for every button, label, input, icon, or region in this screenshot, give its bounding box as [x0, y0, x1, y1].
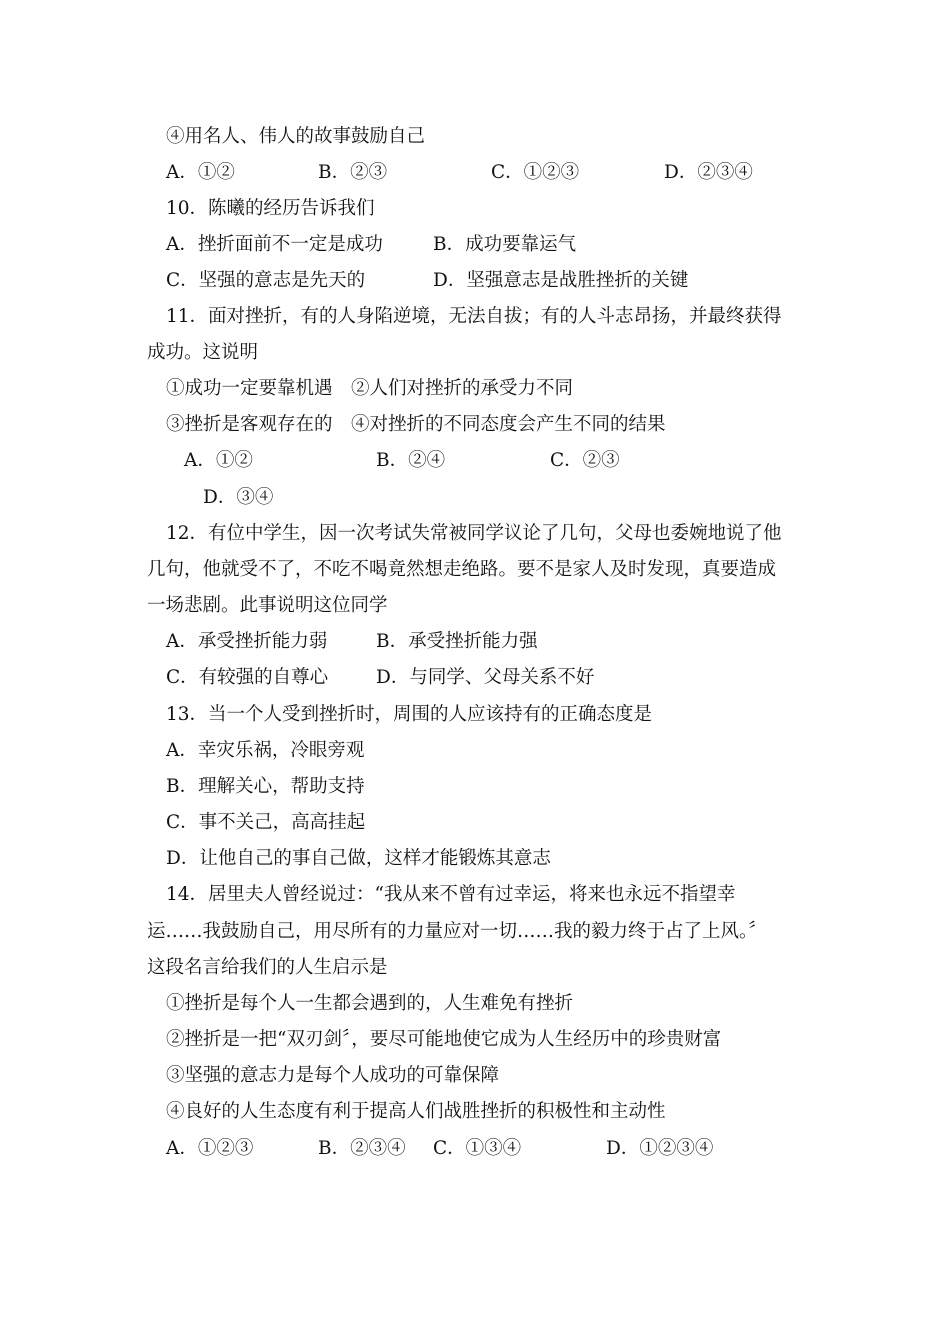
q11-option-d: D．③④ [203, 487, 274, 508]
q12-option-d: D．与同学、父母关系不好 [376, 667, 595, 688]
q12-option-a: A．承受挫折能力弱 [166, 631, 328, 652]
q11-option-a: A．①② [184, 450, 253, 471]
q14-statement-3: ③坚强的意志力是每个人成功的可靠保障 [166, 1065, 500, 1086]
q9-option-c: C．①②③ [491, 162, 580, 183]
q13-option-c: C．事不关己，高高挂起 [166, 812, 366, 833]
q14-stem-line1: 14．居里夫人曾经说过：“我从来不曾有过幸运，将来也永远不指望幸 [166, 884, 736, 905]
q11-option-b: B．②④ [376, 450, 446, 471]
q13-option-a: A．幸灾乐祸，冷眼旁观 [166, 740, 365, 761]
q11-statements-3-4: ③挫折是客观存在的 ④对挫折的不同态度会产生不同的结果 [166, 414, 666, 435]
q14-statement-1: ①挫折是每个人一生都会遇到的，人生难免有挫折 [166, 993, 574, 1014]
q12-stem-line1: 12．有位中学生，因一次考试失常被同学议论了几句，父母也委婉地说了他 [166, 523, 782, 544]
q14-option-b: B．②③④ [318, 1138, 406, 1159]
q10-stem: 10．陈曦的经历告诉我们 [166, 198, 375, 219]
q13-option-d: D．让他自己的事自己做，这样才能锻炼其意志 [166, 848, 551, 869]
q9-option-b: B．②③ [318, 162, 388, 183]
q11-option-c: C．②③ [550, 450, 620, 471]
q10-option-c: C．坚强的意志是先天的 [166, 270, 366, 291]
q10-option-d: D．坚强意志是战胜挫折的关键 [433, 270, 689, 291]
q13-option-b: B．理解关心，帮助支持 [166, 776, 365, 797]
q12-stem-line3: 一场悲剧。此事说明这位同学 [147, 595, 388, 616]
q10-option-a: A．挫折面前不一定是成功 [166, 234, 383, 255]
q14-option-d: D．①②③④ [606, 1138, 714, 1159]
q14-option-c: C．①③④ [433, 1138, 522, 1159]
q13-stem: 13．当一个人受到挫折时，周围的人应该持有的正确态度是 [166, 704, 653, 725]
q9-option-d: D．②③④ [664, 162, 753, 183]
q14-stem-line3: 这段名言给我们的人生启示是 [147, 957, 388, 978]
q12-stem-line2: 几句，他就受不了，不吃不喝竟然想走绝路。要不是家人及时发现，真要造成 [147, 559, 777, 580]
q12-option-b: B．承受挫折能力强 [376, 631, 538, 652]
q12-option-c: C．有较强的自尊心 [166, 667, 329, 688]
q14-option-a: A．①②③ [166, 1138, 254, 1159]
q10-option-b: B．成功要靠运气 [433, 234, 577, 255]
q11-stem-line1: 11．面对挫折，有的人身陷逆境，无法自拔；有的人斗志昂扬，并最终获得 [166, 306, 782, 327]
q11-statements-1-2: ①成功一定要靠机遇 ②人们对挫折的承受力不同 [166, 378, 574, 399]
q11-stem-line2: 成功。这说明 [147, 342, 259, 363]
q14-statement-2: ②挫折是一把“双刃剑〞，要尽可能地使它成为人生经历中的珍贵财富 [166, 1029, 722, 1050]
q9-option-a: A．①② [166, 162, 235, 183]
q14-stem-line2: 运……我鼓励自己，用尽所有的力量应对一切……我的毅力终于占了上风。〞 [147, 921, 767, 942]
q14-statement-4: ④良好的人生态度有利于提高人们战胜挫折的积极性和主动性 [166, 1101, 666, 1122]
q9-statement-4: ④用名人、伟人的故事鼓励自己 [166, 126, 426, 147]
